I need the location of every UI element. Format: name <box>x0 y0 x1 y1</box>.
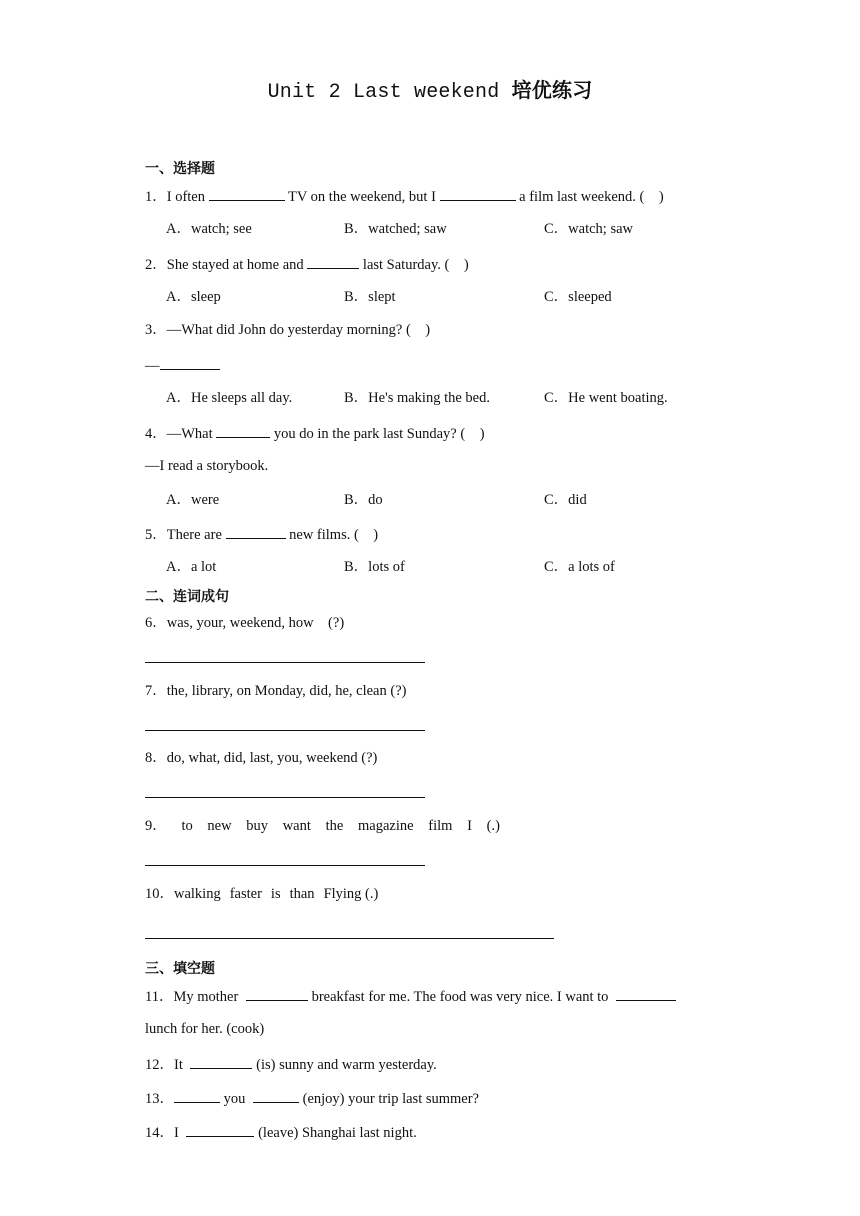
section-heading-choice: 一、选择题 <box>145 161 215 177</box>
question-11-continued: lunch for her. (cook) <box>145 1021 265 1037</box>
question-1: 1．I often TV on the weekend, but I a film last weekend. ( ) <box>145 186 664 206</box>
option-a[interactable]: A．He sleeps all day. <box>166 390 293 406</box>
answer-blank[interactable] <box>616 986 676 1001</box>
answer-blank[interactable] <box>246 986 308 1001</box>
answer-line[interactable] <box>145 938 554 939</box>
option-b[interactable]: B．do <box>344 492 383 508</box>
question-7: 7．the, library, on Monday, did, he, clean (?) <box>145 683 407 699</box>
question-3-reply: — <box>145 355 220 375</box>
answer-blank[interactable] <box>160 355 220 370</box>
answer-line[interactable] <box>145 865 425 866</box>
option-b[interactable]: B．watched; saw <box>344 221 447 237</box>
option-a[interactable]: A．a lot <box>166 559 217 575</box>
option-b[interactable]: B．He's making the bed. <box>344 390 490 406</box>
answer-blank[interactable] <box>186 1122 254 1137</box>
answer-blank[interactable] <box>174 1088 220 1103</box>
question-4: 4．—What you do in the park last Sunday? ( ) <box>145 423 485 443</box>
option-c[interactable]: C．sleeped <box>544 289 612 305</box>
question-3: 3．—What did John do yesterday morning? ( ) <box>145 322 431 338</box>
question-9: 9． to new buy want the magazine film I (.) <box>145 818 500 834</box>
question-5: 5．There are new films. ( ) <box>145 524 378 544</box>
page-title <box>0 74 860 104</box>
question-10: 10．walking faster is than Flying (.) <box>145 886 379 902</box>
answer-line[interactable] <box>145 662 425 663</box>
question-14: 14．I (leave) Shanghai last night. <box>145 1122 417 1142</box>
answer-blank[interactable] <box>216 423 270 438</box>
option-c[interactable]: C．a lots of <box>544 559 615 575</box>
title-chinese: 培优练习 <box>511 78 593 102</box>
question-12: 12．It (is) sunny and warm yesterday. <box>145 1054 437 1074</box>
answer-blank[interactable] <box>209 186 285 201</box>
answer-blank[interactable] <box>226 524 286 539</box>
option-a[interactable]: A．sleep <box>166 289 221 305</box>
option-a[interactable]: A．were <box>166 492 220 508</box>
answer-blank[interactable] <box>190 1054 252 1069</box>
answer-line[interactable] <box>145 797 425 798</box>
question-8: 8．do, what, did, last, you, weekend (?) <box>145 750 378 766</box>
section-heading-fill: 三、填空题 <box>145 961 215 977</box>
question-13: 13． you (enjoy) your trip last summer? <box>145 1088 479 1108</box>
section-heading-sentence: 二、连词成句 <box>145 589 229 605</box>
answer-blank[interactable] <box>440 186 516 201</box>
option-c[interactable]: C．watch; saw <box>544 221 633 237</box>
option-b[interactable]: B．slept <box>344 289 396 305</box>
option-c[interactable]: C．He went boating. <box>544 390 668 406</box>
answer-blank[interactable] <box>307 254 359 269</box>
title-english: Unit 2 Last weekend <box>267 81 500 104</box>
question-4-reply: —I read a storybook. <box>145 458 269 474</box>
option-a[interactable]: A．watch; see <box>166 221 252 237</box>
option-b[interactable]: B．lots of <box>344 559 405 575</box>
answer-blank[interactable] <box>253 1088 299 1103</box>
answer-line[interactable] <box>145 730 425 731</box>
question-6: 6．was, your, weekend, how (?) <box>145 615 345 631</box>
option-c[interactable]: C．did <box>544 492 587 508</box>
question-11: 11．My mother breakfast for me. The food was very nice. I want to <box>145 986 676 1006</box>
question-2: 2．She stayed at home and last Saturday. ( ) <box>145 254 469 274</box>
